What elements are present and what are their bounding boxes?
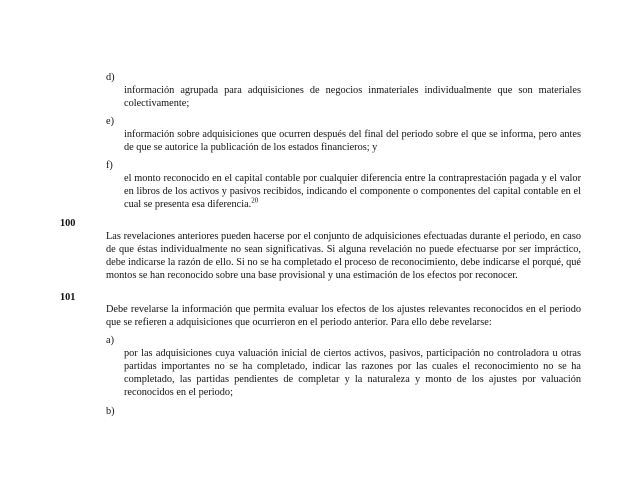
item-f-label: f)	[106, 160, 113, 171]
item-f-text	[124, 172, 581, 211]
paragraph-100-text: Las revelaciones anteriores pueden hacerse por el conjunto de adquisiciones efectuadas durante el periodo, en caso de que éstas individualmente no sean significativas. Si alguna revelación no puede efectuarse por ser impráctico, debe indicarse la razón de ello. Si no se ha completado el proceso de reconocimiento, debe indicarse el porqué, qué montos se han reconocido sobre una base provisional y una estimación de los efectos por reconocer.	[106, 231, 581, 281]
item-e-text: información sobre adquisiciones que ocurren después del final del periodo sobre el que se informa, pero antes de que se autorice la publicación de los estados financieros; y	[124, 129, 581, 153]
item-b-label: b)	[106, 406, 115, 417]
item-a-text: por las adquisiciones cuya valuación inicial de ciertos activos, pasivos, participación no controladora u otras partidas importantes no se ha completado, indicar las razones por las cuales el reconocimiento no se ha completado, las partidas pendientes de completar y la naturaleza y monto de los ajustes por valuación reconocidos en el periodo;	[124, 348, 581, 398]
item-a-label: a)	[106, 335, 114, 346]
item-f-body: el monto reconocido en el capital contable por cualquier diferencia entre la contraprestación pagada y el valor en libros de los activos y pasivos recibidos, indicando el componente o componentes del capital contable en el cual se presenta esa diferencia.	[124, 173, 581, 210]
item-d-text: información agrupada para adquisiciones de negocios inmateriales individualmente que son materiales colectivamente;	[124, 85, 581, 109]
paragraph-101-text: Debe revelarse la información que permita evaluar los efectos de los ajustes relevantes reconocidos en el periodo que se refieren a adquisiciones que ocurrieron en el periodo anterior. Para ello debe revelarse:	[106, 304, 581, 328]
paragraph-100-number: 100	[60, 218, 76, 229]
footnote-marker: 20	[251, 196, 259, 205]
item-e-label: e)	[106, 116, 114, 127]
paragraph-101-number: 101	[60, 292, 76, 303]
item-d-label: d)	[106, 72, 115, 83]
